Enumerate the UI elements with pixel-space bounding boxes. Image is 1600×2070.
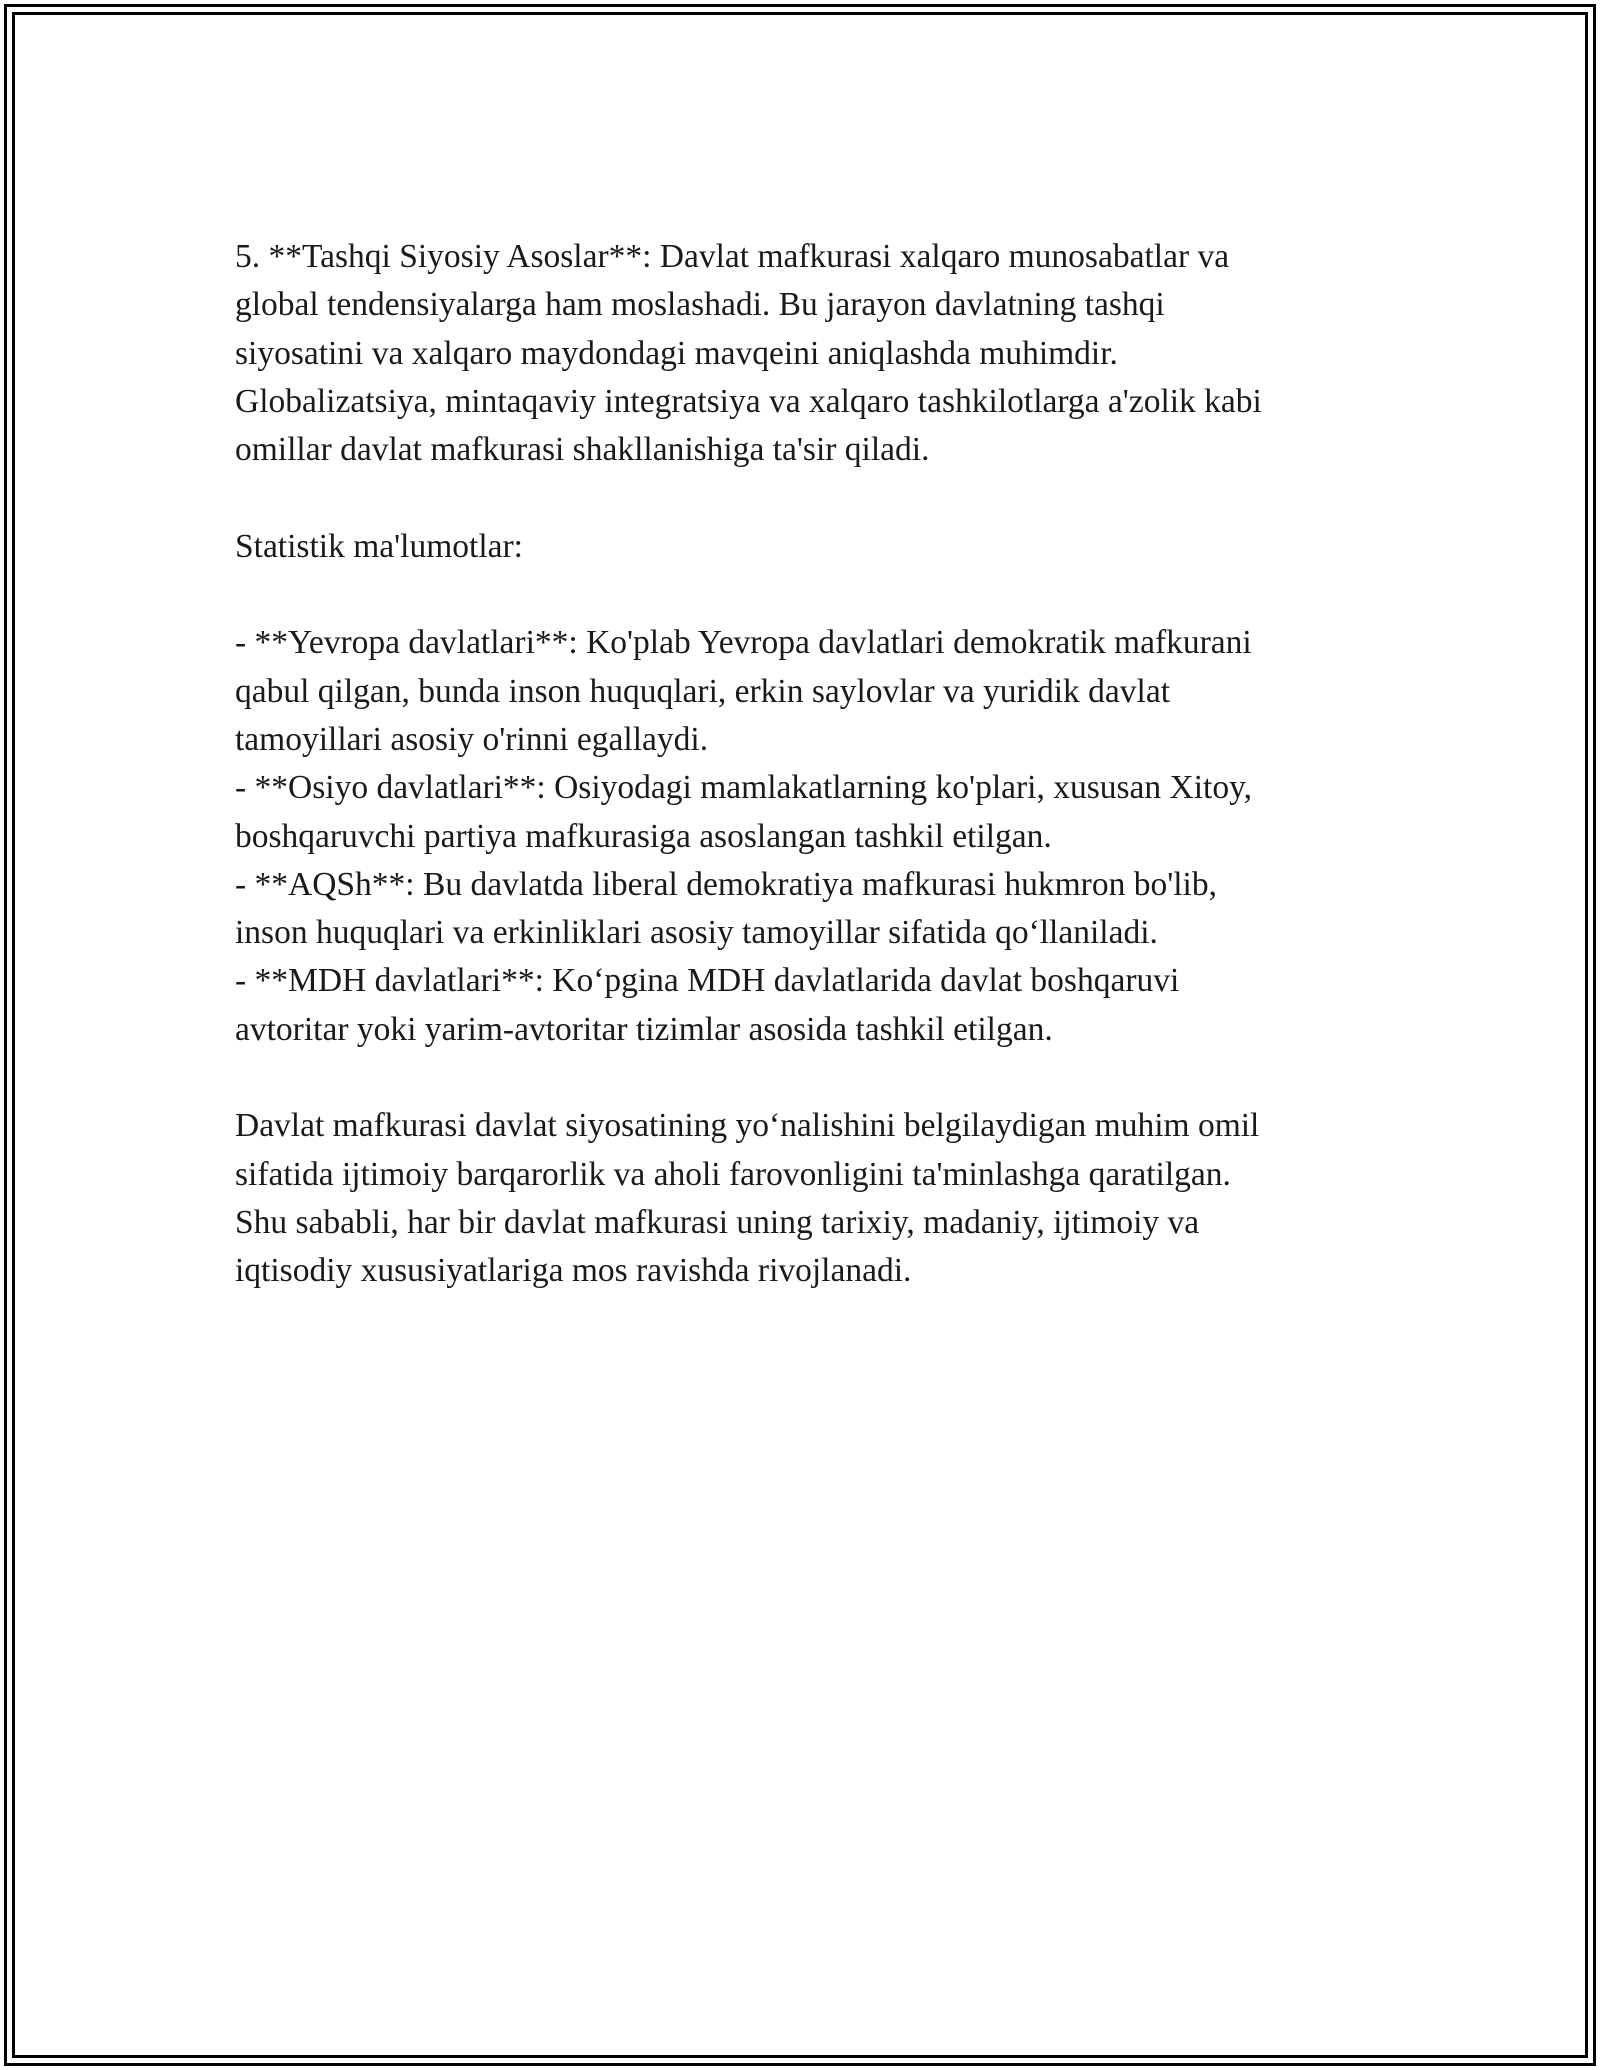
text-line: global tendensiyalarga ham moslashadi. Bu jarayon davlatning tashqi	[235, 286, 1165, 324]
text-line: sifatida ijtimoiy barqarorlik va aholi farovonligini ta'minlashga qaratilgan.	[235, 1155, 1231, 1193]
list-item-line: - **AQSh**: Bu davlatda liberal demokratiya mafkurasi hukmron bo'lib,	[235, 865, 1217, 903]
list-item-line: - **Osiyo davlatlari**: Osiyodagi mamlakatlarning ko'plari, xususan Xitoy,	[235, 769, 1253, 807]
paragraph-gap	[235, 1054, 1395, 1102]
list-item-line: tamoyillari asosiy o'rinni egallaydi.	[235, 720, 709, 758]
stats-heading: Statistik ma'lumotlar:	[235, 527, 523, 565]
list-item-line: boshqaruvchi partiya mafkurasiga asoslangan tashkil etilgan.	[235, 817, 1052, 855]
text-line: Globalizatsiya, mintaqaviy integratsiya va xalqaro tashkilotlarga a'zolik kabi	[235, 382, 1262, 420]
list-item-line: inson huquqlari va erkinliklari asosiy tamoyillar sifatida qo‘llaniladi.	[235, 914, 1158, 952]
paragraph-gap	[235, 474, 1395, 522]
list-item-line: avtoritar yoki yarim-avtoritar tizimlar asosida tashkil etilgan.	[235, 1010, 1053, 1048]
text-line: Davlat mafkurasi davlat siyosatining yo‘nalishini belgilaydigan muhim omil	[235, 1107, 1260, 1145]
list-item-line: - **MDH davlatlari**: Ko‘pgina MDH davlatlarida davlat boshqaruvi	[235, 962, 1180, 1000]
section-5-paragraph	[235, 233, 1395, 474]
text-line: iqtisodiy xususiyatlariga mos ravishda rivojlanadi.	[235, 1252, 912, 1290]
text-line: omillar davlat mafkurasi shakllanishiga ta'sir qiladi.	[235, 431, 930, 469]
conclusion-paragraph	[235, 1102, 1395, 1295]
list-item-line: - **Yevropa davlatlari**: Ko'plab Yevropa davlatlari demokratik mafkurani	[235, 624, 1252, 662]
text-line: Shu sababli, har bir davlat mafkurasi uning tarixiy, madaniy, ijtimoiy va	[235, 1203, 1200, 1241]
list-item-line: qabul qilgan, bunda inson huquqlari, erkin saylovlar va yuridik davlat	[235, 672, 1171, 710]
paragraph-gap	[235, 571, 1395, 619]
document-body	[235, 233, 1395, 1296]
text-line: siyosatini va xalqaro maydondagi mavqeini aniqlashda muhimdir.	[235, 334, 1118, 372]
text-line: 5. **Tashqi Siyosiy Asoslar**: Davlat mafkurasi xalqaro munosabatlar va	[235, 238, 1230, 275]
stats-list	[235, 619, 1395, 1054]
